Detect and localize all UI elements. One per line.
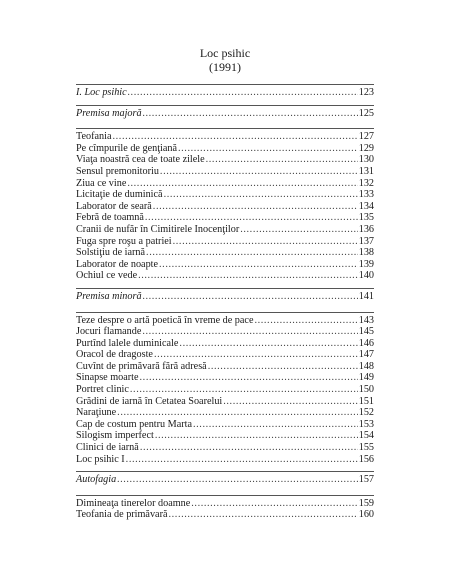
table-of-contents (76, 84, 374, 521)
toc-page-number: 146 (358, 337, 374, 349)
toc-page-number: 125 (358, 107, 374, 119)
toc-entry-label: Jocuri flamande (76, 326, 142, 338)
toc-leader-dots (164, 189, 358, 201)
toc-page-number: 153 (358, 418, 374, 430)
toc-entry-label: Sinapse moarte (76, 372, 139, 384)
toc-section-heading[interactable] (76, 291, 374, 303)
toc-section-title: Autofagia (76, 474, 117, 486)
toc-leader-dots (145, 212, 358, 224)
toc-entry-label: Teze despre o artă poetică în vreme de pace (76, 314, 254, 326)
toc-leader-dots (178, 143, 358, 155)
toc-page-number: 130 (358, 154, 374, 166)
toc-entry-label: Cuvînt de primăvară fără adresă (76, 360, 207, 372)
toc-entry[interactable] (76, 201, 374, 213)
toc-page-number: 156 (358, 453, 374, 465)
toc-entry-label: Laborator de noapte (76, 258, 159, 270)
toc-entry-label: Licitaţie de duminică (76, 189, 163, 201)
toc-entry-label: Portret clinic (76, 384, 129, 396)
toc-leader-dots (173, 236, 358, 248)
toc-leader-dots (140, 442, 358, 454)
toc-entry[interactable] (76, 498, 374, 510)
toc-entry[interactable] (76, 189, 374, 201)
toc-entry[interactable] (76, 407, 374, 419)
toc-leader-dots (143, 108, 358, 120)
toc-page-number: 123 (358, 87, 374, 98)
page-title: Loc psihic (199, 46, 251, 60)
toc-section-heading[interactable] (76, 87, 374, 99)
toc-section-heading[interactable] (76, 474, 374, 486)
toc-page-number: 129 (358, 142, 374, 154)
toc-section-heading[interactable] (76, 108, 374, 120)
toc-entry-label: Sensul premonitoriu (76, 165, 159, 177)
toc-page-number: 139 (358, 258, 374, 270)
toc-leader-dots (206, 154, 358, 166)
toc-page-number: 155 (358, 442, 374, 454)
toc-entry[interactable] (76, 396, 374, 408)
toc-page-number: 135 (358, 212, 374, 224)
toc-leader-dots (193, 419, 358, 431)
toc-entry-label: Ziua ce vine (76, 177, 127, 189)
toc-page (76, 0, 374, 521)
toc-section-title: Premisa minoră (76, 290, 142, 302)
toc-entry-label: Dimineaţa tinerelor doamne (76, 497, 191, 509)
toc-entry[interactable] (76, 442, 374, 454)
toc-leader-dots (142, 326, 357, 338)
toc-entry[interactable] (76, 315, 374, 327)
toc-page-number: 147 (358, 349, 374, 361)
toc-entry-label: Fuga spre roşu a patriei (76, 235, 172, 247)
toc-leader-dots (154, 349, 358, 361)
toc-section-title: Premisa majoră (76, 107, 142, 119)
toc-leader-dots (127, 178, 357, 190)
toc-page-number: 145 (358, 326, 374, 338)
toc-leader-dots (153, 201, 358, 213)
toc-entry[interactable] (76, 236, 374, 248)
toc-entry-label: Clinici de iarnă (76, 442, 139, 454)
toc-entry[interactable] (76, 143, 374, 155)
toc-page-number: 140 (358, 270, 374, 282)
toc-entry[interactable] (76, 224, 374, 236)
toc-page-number: 143 (358, 314, 374, 326)
toc-entry-label: Laborator de seară (76, 200, 152, 212)
toc-page-number: 132 (358, 177, 374, 189)
toc-section-title: I. Loc psihic (76, 87, 127, 98)
toc-entry[interactable] (76, 349, 374, 361)
toc-entry-label: Loc psihic I (76, 453, 125, 465)
toc-entry[interactable] (76, 338, 374, 350)
toc-leader-dots (117, 407, 358, 419)
toc-leader-dots (191, 498, 357, 510)
toc-page-number: 159 (358, 497, 374, 509)
toc-page-number: 141 (358, 290, 374, 302)
toc-entry-list (76, 128, 374, 282)
toc-entry-label: Naraţiune (76, 407, 117, 419)
page-subtitle-year: (1991) (209, 60, 241, 74)
toc-entry[interactable] (76, 430, 374, 442)
toc-entry-label: Cranii de nufăr în Cimitirele Inocenţilor (76, 223, 240, 235)
toc-leader-dots (254, 315, 357, 327)
toc-entry[interactable] (76, 326, 374, 338)
toc-section (76, 288, 374, 303)
toc-leader-dots (159, 259, 358, 271)
toc-entry[interactable] (76, 419, 374, 431)
toc-entry[interactable] (76, 154, 374, 166)
toc-entry-label: Ochiul ce vede (76, 270, 138, 282)
toc-leader-dots (146, 247, 358, 259)
toc-entry-label: Silogism imperfect (76, 430, 154, 442)
toc-entry[interactable] (76, 166, 374, 178)
toc-leader-dots (128, 87, 358, 99)
toc-page-number: 154 (358, 430, 374, 442)
toc-leader-dots (155, 430, 358, 442)
toc-section (76, 471, 374, 486)
toc-entry[interactable] (76, 361, 374, 373)
toc-entry-label: Grădini de iarnă în Cetatea Soarelui (76, 395, 223, 407)
toc-entry[interactable] (76, 178, 374, 190)
toc-page-number: 137 (358, 235, 374, 247)
toc-leader-dots (169, 509, 358, 521)
toc-entry-list (76, 495, 374, 521)
toc-page-number: 136 (358, 223, 374, 235)
toc-page-number: 150 (358, 384, 374, 396)
toc-entry[interactable] (76, 270, 374, 282)
toc-entry-label: Purtînd lalele duminicale (76, 337, 179, 349)
toc-entry[interactable] (76, 509, 374, 521)
toc-leader-dots (113, 131, 358, 143)
toc-entry[interactable] (76, 372, 374, 384)
toc-entry-label: Teofania de primăvară (76, 509, 168, 521)
toc-page-number: 138 (358, 247, 374, 259)
toc-section (76, 105, 374, 120)
toc-entry-label: Oracol de dragoste (76, 349, 153, 361)
toc-entry-label: Teofania (76, 131, 112, 143)
toc-entry-label: Solstiţiu de iarnă (76, 247, 146, 259)
toc-leader-dots (117, 474, 358, 486)
toc-entry[interactable] (76, 247, 374, 259)
toc-entry[interactable] (76, 259, 374, 271)
toc-leader-dots (160, 166, 358, 178)
toc-page-number: 152 (358, 407, 374, 419)
toc-page-number: 160 (358, 509, 374, 521)
toc-page-number: 134 (358, 200, 374, 212)
toc-entry[interactable] (76, 131, 374, 143)
toc-page-number: 133 (358, 189, 374, 201)
toc-page-number: 149 (358, 372, 374, 384)
toc-leader-dots (208, 361, 358, 373)
toc-entry[interactable] (76, 384, 374, 396)
toc-entry-label: Pe cîmpurile de genţiană (76, 142, 177, 154)
toc-page-number: 157 (358, 474, 374, 486)
toc-entry-label: Febră de toamnă (76, 212, 144, 224)
toc-page-number: 151 (358, 395, 374, 407)
toc-entry-label: Cap de costum pentru Marta (76, 418, 192, 430)
toc-leader-dots (223, 396, 357, 408)
toc-leader-dots (138, 270, 358, 282)
toc-page-number: 127 (358, 131, 374, 143)
toc-leader-dots (126, 454, 358, 466)
toc-section (76, 84, 374, 99)
toc-page-number: 131 (358, 165, 374, 177)
toc-entry[interactable] (76, 212, 374, 224)
toc-entry-label: Viaţa noastră cea de toate zilele (76, 154, 205, 166)
toc-leader-dots (140, 372, 358, 384)
toc-leader-dots (179, 338, 357, 350)
toc-leader-dots (240, 224, 357, 236)
toc-leader-dots (143, 291, 358, 303)
toc-leader-dots (130, 384, 358, 396)
toc-entry[interactable] (76, 454, 374, 466)
toc-page-number: 148 (358, 360, 374, 372)
toc-entry-list (76, 312, 374, 466)
